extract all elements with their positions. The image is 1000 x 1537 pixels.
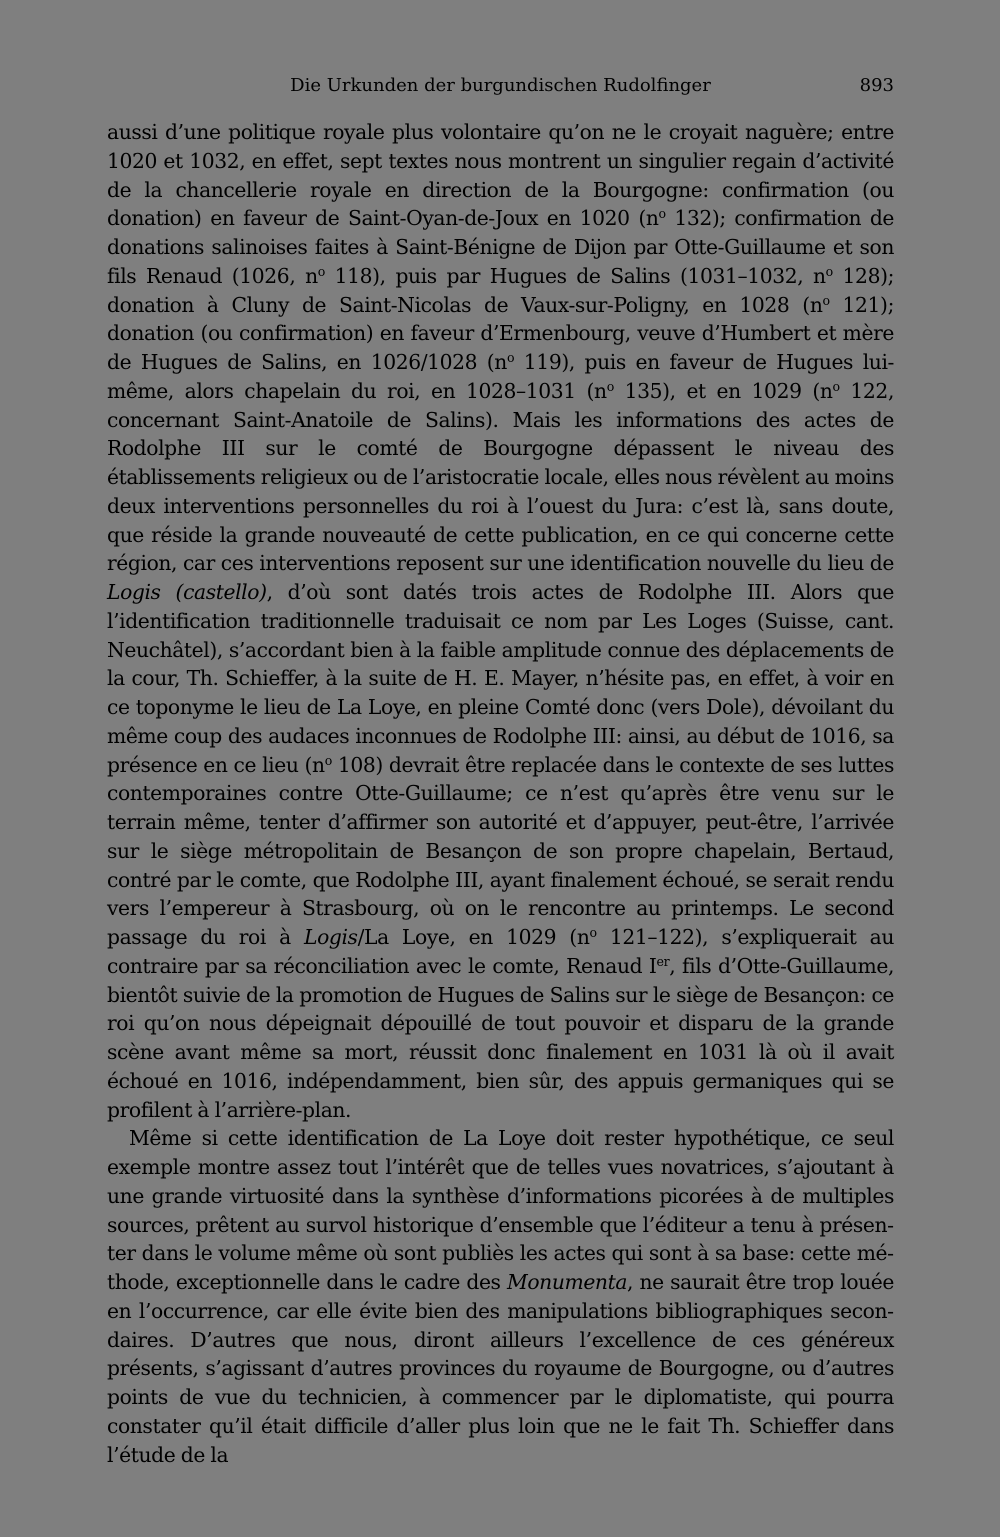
text-run: 118), puis par Hugues de Salins (1031–1032, n (324, 263, 826, 288)
text-run: , fils d’Otte-Guillaume, bientôt suivie de la promotion de Hugues de Salins sur le siège de Besançon: ce roi qu’on nous dépeignait dépouillé de tout pouvoir et disparu de la grande scène avant même sa mort, réussit donc finalement en 1031 là où il avait échoué en 1016, indépendamment, bien sûr, des appuis germaniques qui se profilent à l’arrière-plan. (107, 953, 894, 1122)
superscript: o (506, 350, 515, 366)
text-run: Même si cette identification de La Loye doit rester hypothétique, ce seul exemple montre assez tout l’intérêt que de telles vues novatrices, s’ajoutant à une grande virtuosité dans la synthèse d’informations picorées à de multiples sources, prêtent au survol historique d’ensemble que l’éditeur a tenu à présenter dans le volume même où sont publiès les actes qui sont à sa base: cette méthode, exceptionnelle dans le cadre des (107, 1126, 894, 1294)
italic-text: Monumenta (506, 1270, 628, 1294)
superscript: o (822, 292, 830, 308)
page-number: 893 (859, 75, 894, 96)
text-run: 128); donation à Cluny de Saint-Nicolas de Vaux-sur-Poligny, en 1028 (n (107, 263, 895, 317)
italic-text: Logis (castello) (107, 580, 267, 604)
superscript: o (658, 206, 666, 222)
text-run: 135), et en 1029 (n (613, 378, 833, 403)
paragraph (107, 118, 894, 1124)
paragraph (107, 1124, 894, 1469)
text-run: 121); donation (ou confirmation) en faveur d’Ermenbourg, veuve d’Humbert et mère de Hugues de Salins, en 1026/1028 (n (107, 292, 894, 374)
superscript: o (589, 925, 597, 941)
text-run: aussi d’une politique royale plus volontaire qu’on ne le croyait naguère; entre 1020 et 1032, en effet, sept textes nous montrent un singulier regain d’activité de la chancellerie royale en direction de la Bourgogne: confirmation (ou donation) en faveur de Saint-Oyan-de-Joux en 1020 (n (107, 120, 894, 231)
body-text (107, 118, 894, 1469)
superscript: o (317, 263, 325, 279)
text-run: /La Loye, en 1029 (n (357, 925, 590, 949)
superscript: o (832, 378, 840, 394)
superscript: o (606, 378, 614, 394)
superscript: o (324, 752, 332, 768)
italic-text: Logis (304, 925, 358, 949)
text-run: , d’où sont datés trois actes de Rodolphe III. Alors que l’identification traditionnelle traduisait ce nom par Les Loges (Suisse, cant. Neuchâtel), s’accordant bien à la faible amplitude connue des déplacements de la cour, Th. Schieffer, à la suite de H. E. Mayer, n’hésite pas, en effet, à voir en ce toponyme le lieu de La Loye, en pleine Comté donc (vers Dole), dévoilant du même coup des audaces inconnues de Rodolphe III: ainsi, au début de 1016, sa présence en ce lieu (n (107, 580, 895, 777)
text-run: 108) devrait être replacée dans le contexte de ses luttes contemporaines contre Otte-Guillaume; ce n’est qu’après être venu sur le terrain même, tenter d’affirmer son autorité et d’appuyer, peut-être, l’arrivée sur le siège métropolitain de Besançon de son propre chapelain, Bertaud, contré par le comte, que Rodolphe III, ayant finalement échoué, se serait rendu vers l’empereur à Strasbourg, où on le rencontre au printemps. Le second passage du roi à (107, 752, 894, 949)
text-run: 122, concernant Saint-Anatoile de Salins). Mais les informations des actes de Rodolphe III sur le comté de Bourgogne dépassent le niveau des établissements religieux ou de l’aristocratie locale, elles nous révèlent au moins deux interventions personnelles du roi à l’ouest du Jura: c’est là, sans doute, que réside la grande nouveauté de cette publication, en ce qui concerne cette région, car ces interventions reposent sur une identification nouvelle du lieu de (107, 378, 894, 576)
superscript: er (656, 953, 670, 969)
running-title: Die Urkunden der burgundischen Rudolfinger (290, 75, 711, 96)
running-head (107, 72, 894, 100)
superscript: o (825, 263, 833, 279)
text-run: 121–122), s’expliquerait au contraire par sa réconciliation avec le comte, Renaud I (107, 925, 894, 978)
text-run: 132); confirmation de donations salinoises faites à Saint-Bénigne de Dijon par Otte-Guillaume et son fils Renaud (1026, n (107, 206, 895, 288)
text-run: , ne saurait être trop louée en l’occurrence, car elle évite bien des manipulations bibliographiques secondaires. D’autres que nous, diront ailleurs l’excellence de ces généreux présents, s’agissant d’autres provinces du royaume de Bourgogne, ou d’autres points de vue du technicien, à commencer par le diplomatiste, qui pourra constater qu’il était difficile d’aller plus loin que ne le fait Th. Schieffer dans l’étude de la (107, 1270, 894, 1467)
text-run: 119), puis en faveur de Hugues lui-même, alors chapelain du roi, en 1028–1031 (n (107, 350, 894, 403)
